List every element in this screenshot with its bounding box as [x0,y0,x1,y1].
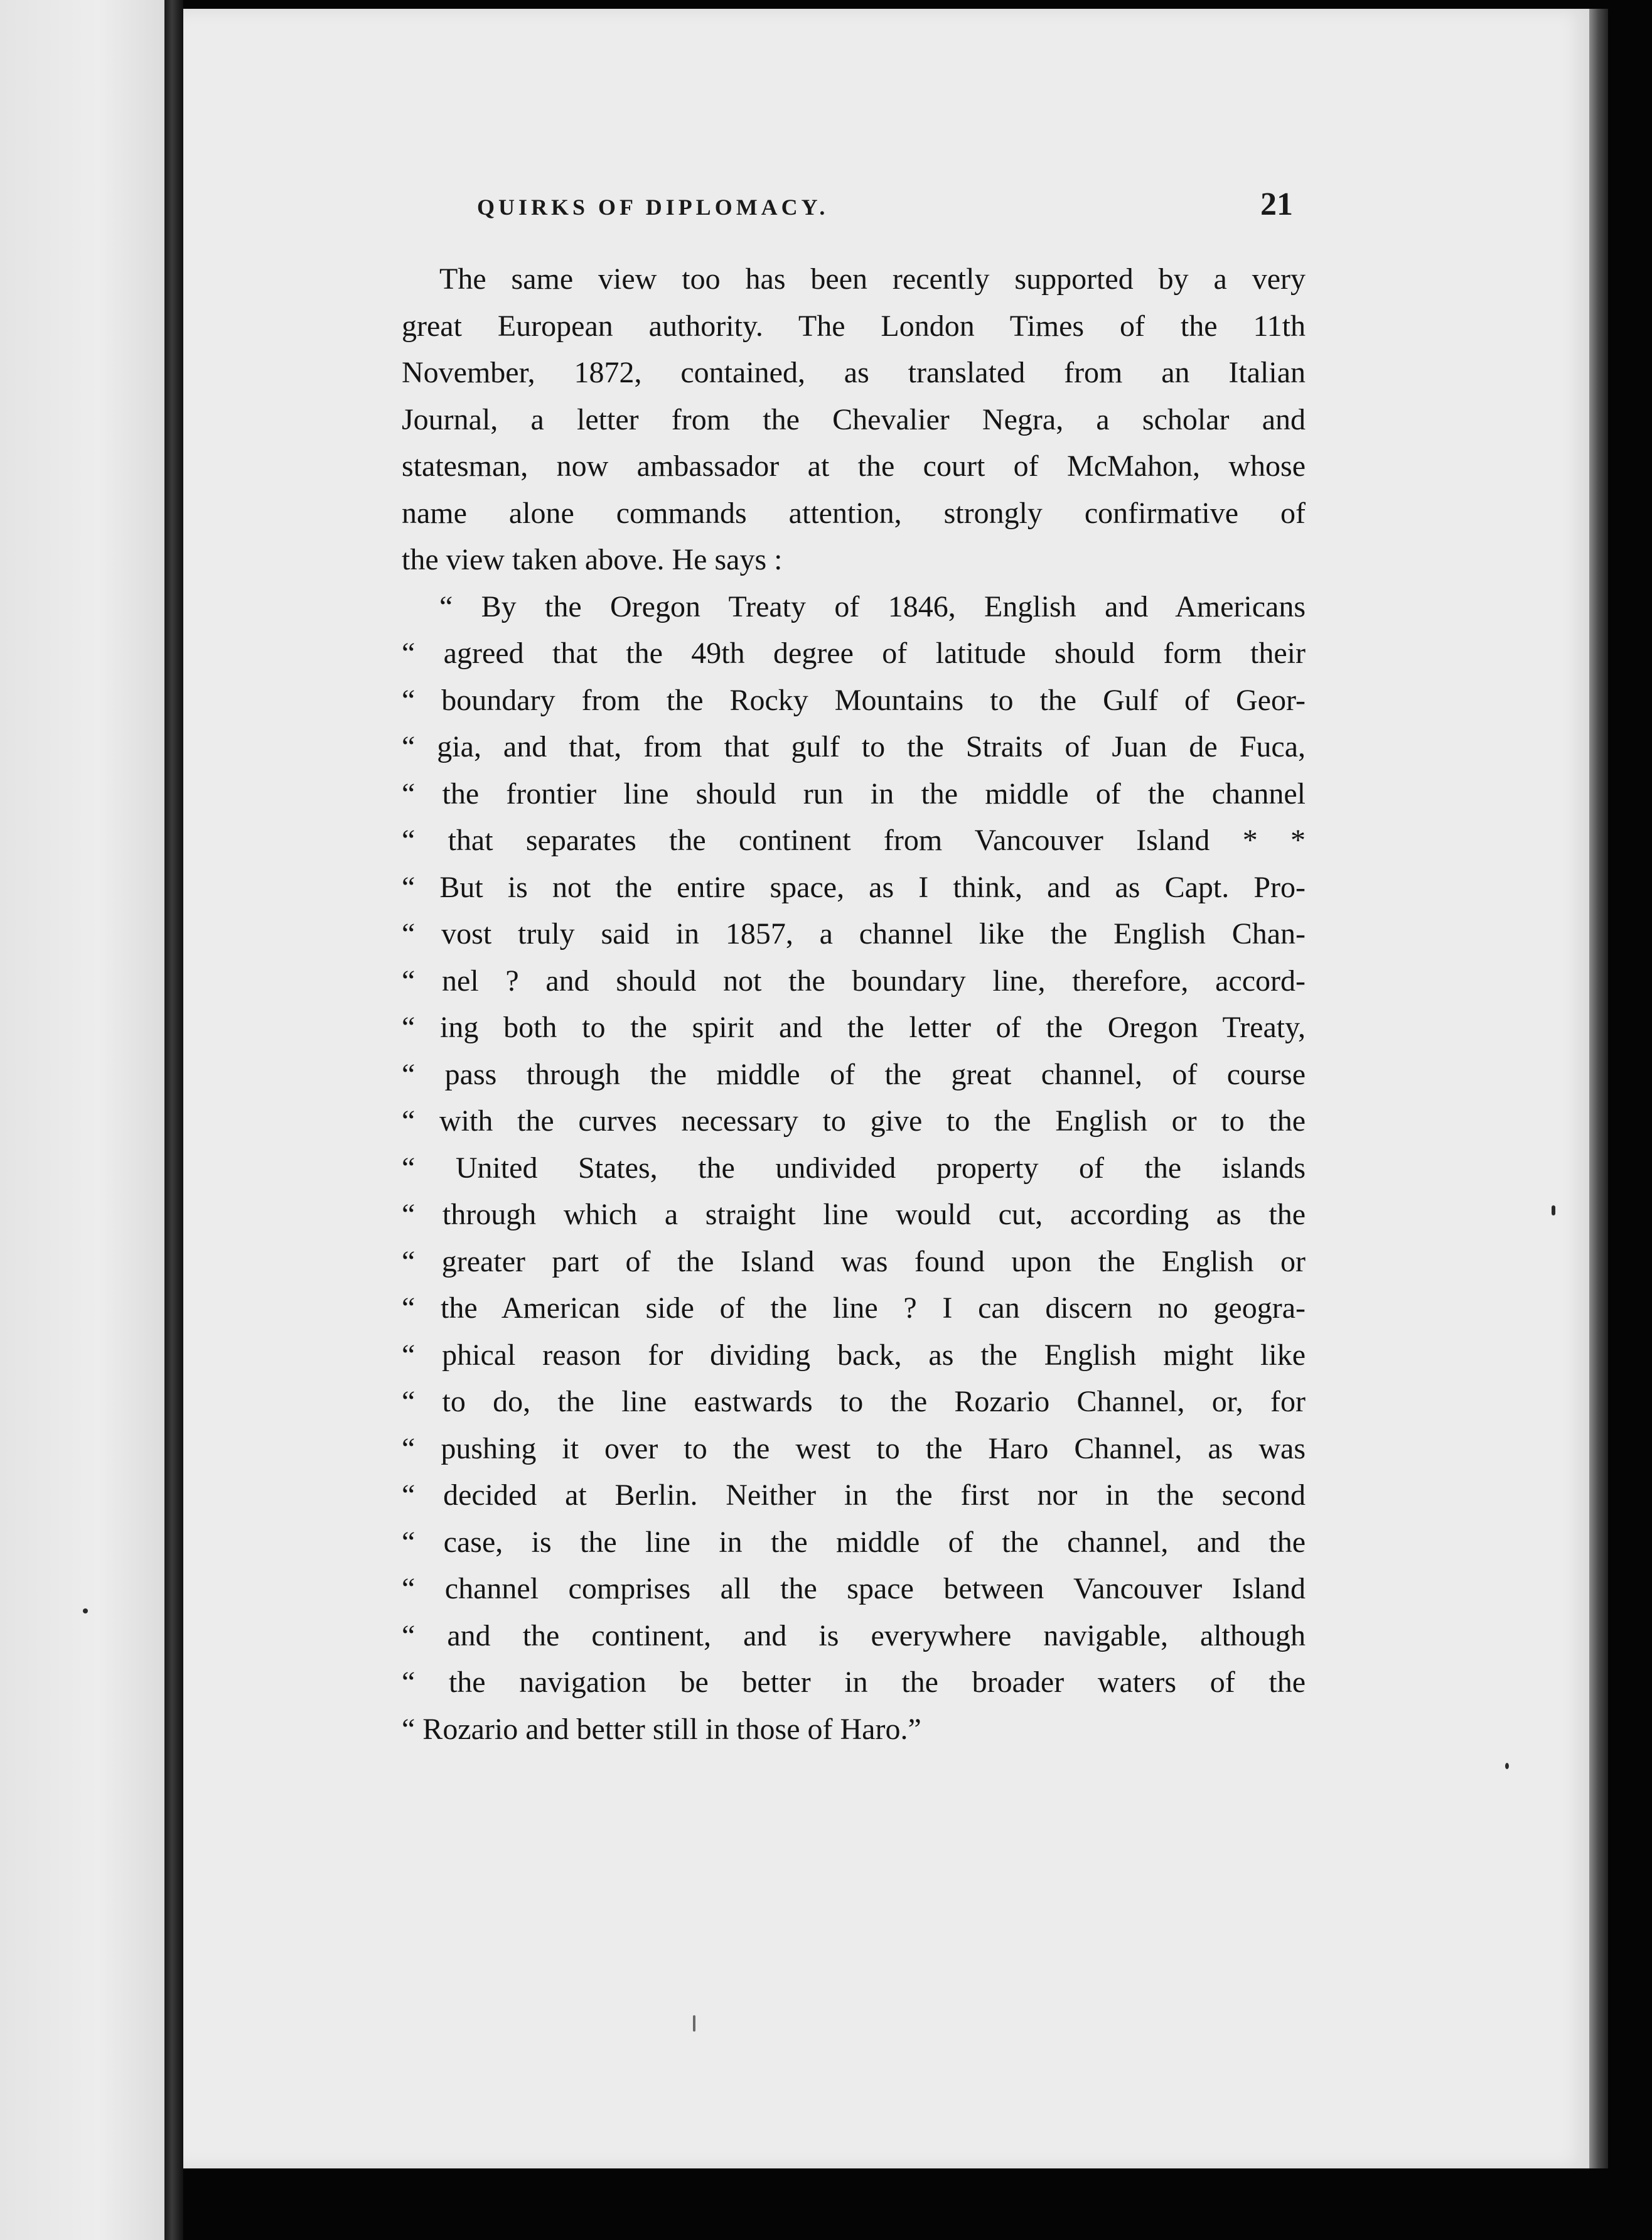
quote-line: “ phical reason for dividing back, as the English might like [402,1338,1306,1372]
facing-page-edge [0,0,164,2240]
quote-line: “ vost truly said in 1857, a channel like the English Chan- [402,917,1306,950]
book-gutter [164,0,183,2240]
quote-line: “ and the continent, and is everywhere navigable, although [402,1618,1306,1652]
quote-line: “ nel ? and should not the boundary line, therefore, accord- [402,964,1306,998]
body-text [402,256,1306,1753]
text-line: The same view too has been recently supported by a very [439,262,1306,296]
quote-line: “ ing both to the spirit and the letter of the Oregon Treaty, [402,1011,1306,1044]
quote-line: “ pass through the middle of the great channel, of course [402,1057,1306,1091]
quote-line: “ United States, the undivided property of the islands [402,1151,1306,1185]
quote-line: “ the frontier line should run in the middle of the channel [402,777,1306,810]
scan-speck [1505,1763,1509,1769]
quote-line: “ agreed that the 49th degree of latitude should form their [402,637,1306,670]
page-edge-shadow [1589,9,1608,2168]
scan-speck [693,2015,695,2032]
quote-line: “ greater part of the Island was found upon the English or [402,1244,1306,1278]
block-quotation [402,584,1306,1753]
text-line: name alone commands attention, strongly confirmative of [402,496,1306,530]
running-head [477,186,1293,223]
text-line: statesman, now ambassador at the court of McMahon, whose [402,450,1306,483]
paragraph [402,256,1306,584]
quote-line: “ case, is the line in the middle of the channel, and the [402,1525,1306,1559]
quote-line: “ pushing it over to the west to the Haro Channel, as was [402,1431,1306,1465]
quote-line: “ the navigation be better in the broader waters of the [402,1666,1306,1699]
scan-speck [83,1608,88,1613]
quote-line: “ By the Oregon Treaty of 1846, English and Americans [439,590,1306,623]
text-line: the view taken above. He says : [402,543,783,576]
quote-line: “ Rozario and better still in those of Haro.” [402,1712,921,1746]
text-line: great European authority. The London Times of the 11th [402,309,1306,343]
quote-line: “ channel comprises all the space between Vancouver Island [402,1572,1306,1605]
text-line: Journal, a letter from the Chevalier Negra, a scholar and [402,402,1306,436]
quote-line: “ with the curves necessary to give to the English or to the [402,1104,1306,1138]
quote-line: “ But is not the entire space, as I think, and as Capt. Pro- [402,870,1306,904]
quote-line: “ decided at Berlin. Neither in the first nor in the second [402,1478,1306,1512]
quote-line: “ boundary from the Rocky Mountains to the Gulf of Geor- [402,683,1306,717]
quote-line: “ to do, the line eastwards to the Rozario Channel, or, for [402,1385,1306,1418]
text-line: November, 1872, contained, as translated from an Italian [402,356,1306,389]
running-title: QUIRKS OF DIPLOMACY. [477,195,829,220]
page-number: 21 [1260,186,1293,222]
quote-line: “ the American side of the line ? I can discern no geogra- [402,1291,1306,1325]
quote-line: “ that separates the continent from Vancouver Island * * [402,824,1306,857]
quote-line: “ through which a straight line would cut, according as the [402,1198,1306,1231]
quote-line: “ gia, and that, from that gulf to the Straits of Juan de Fuca, [402,730,1306,763]
scan-speck [1552,1205,1555,1215]
